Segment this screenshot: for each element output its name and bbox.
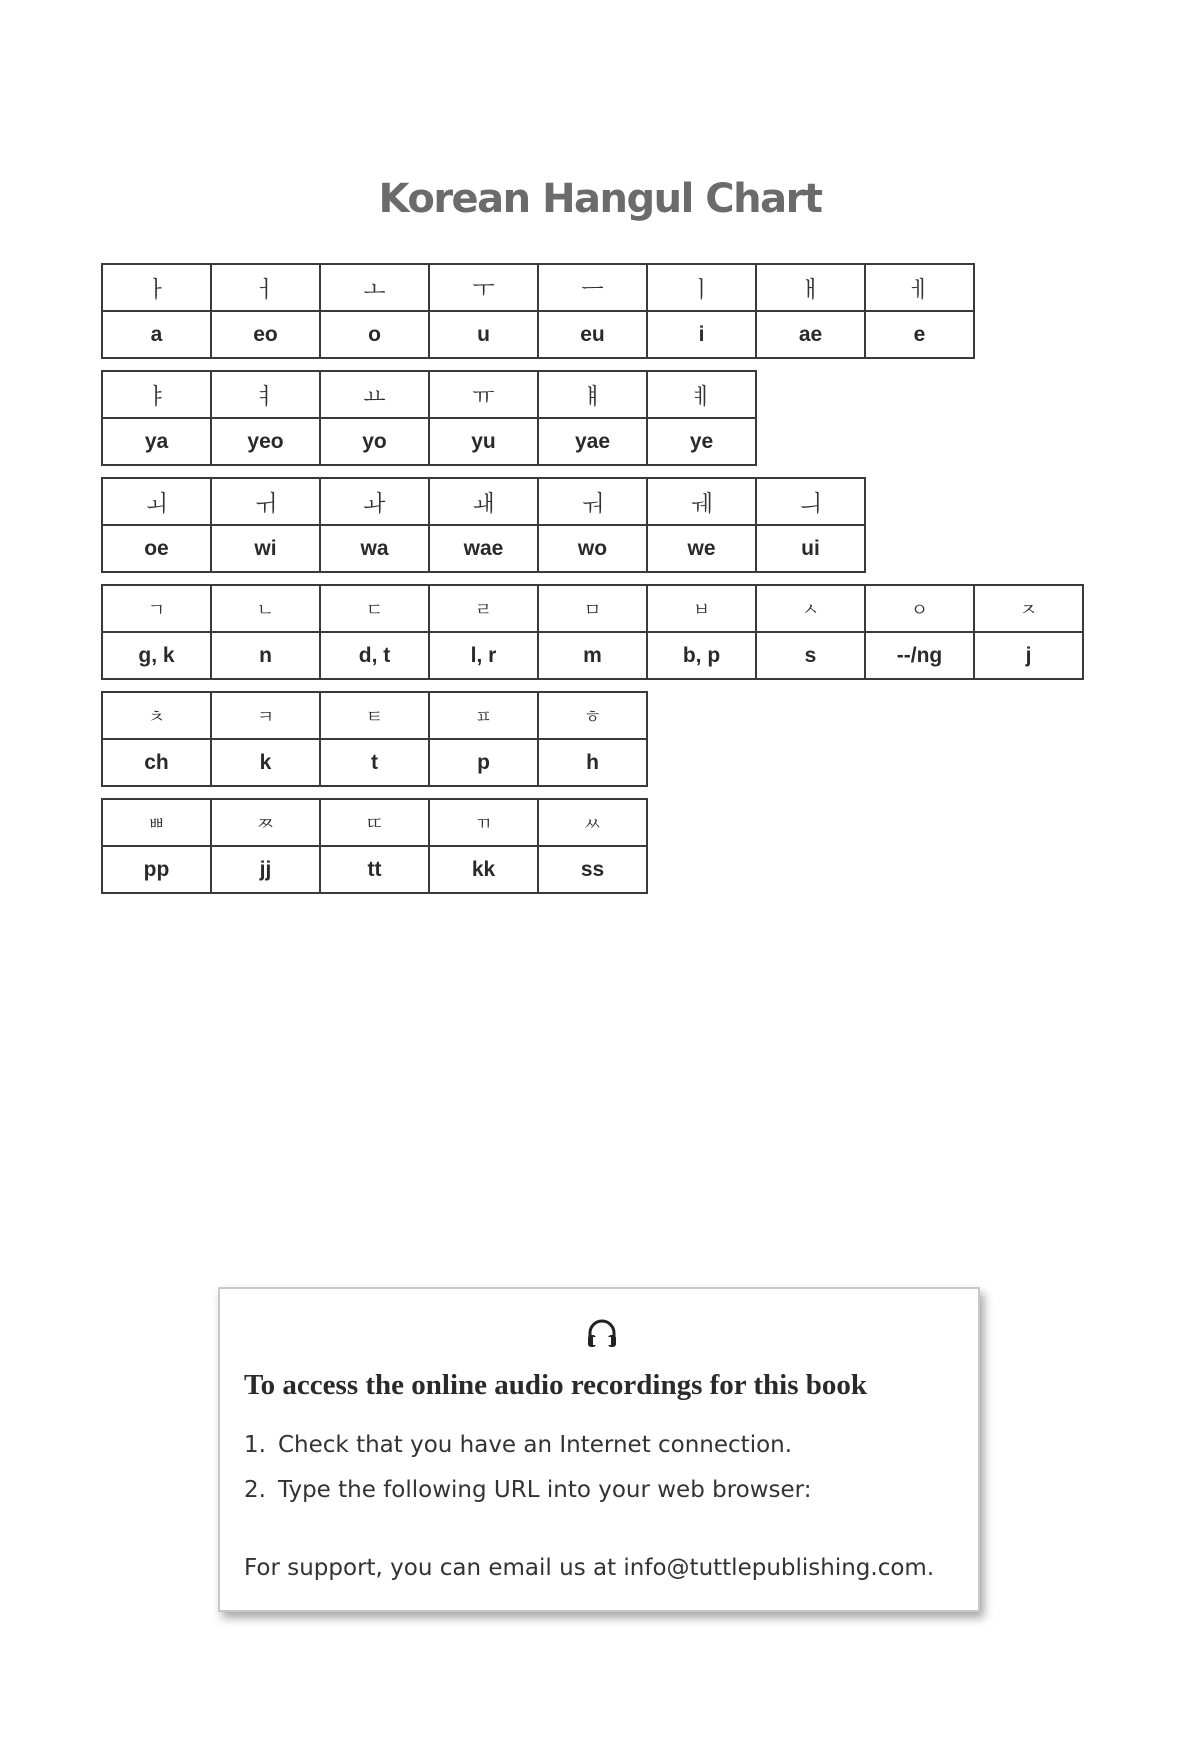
romanization: wo (538, 525, 647, 572)
romanization: eo (211, 311, 320, 358)
hangul-glyph: ㅁ (538, 585, 647, 632)
romanization: ch (102, 739, 211, 786)
romanization-row (102, 525, 865, 572)
romanization: l, r (429, 632, 538, 679)
romanization: wi (211, 525, 320, 572)
chart-row-basic-consonants (101, 584, 1084, 680)
glyph-row (102, 478, 865, 525)
step-number: 2. (244, 1477, 266, 1503)
hangul-glyph: ㅝ (538, 478, 647, 525)
hangul-glyph: ㅈ (974, 585, 1083, 632)
romanization: u (429, 311, 538, 358)
hangul-glyph: ㅏ (102, 264, 211, 311)
hangul-glyph: ㄲ (429, 799, 538, 846)
glyph-row (102, 371, 756, 418)
hangul-glyph: ㅔ (865, 264, 974, 311)
romanization: ae (756, 311, 865, 358)
glyph-row (102, 692, 647, 739)
hangul-glyph: ㅞ (647, 478, 756, 525)
hangul-glyph: ㄷ (320, 585, 429, 632)
romanization: ye (647, 418, 756, 465)
romanization: p (429, 739, 538, 786)
hangul-glyph: ㅆ (538, 799, 647, 846)
instruction-list (244, 1423, 811, 1513)
hangul-glyph: ㅊ (102, 692, 211, 739)
romanization: i (647, 311, 756, 358)
hangul-glyph: ㄹ (429, 585, 538, 632)
romanization: eu (538, 311, 647, 358)
hangul-glyph: ㅋ (211, 692, 320, 739)
chart-row-tense-consonants (101, 798, 648, 894)
hangul-glyph: ㄱ (102, 585, 211, 632)
romanization-row (102, 632, 1083, 679)
glyph-row (102, 799, 647, 846)
hangul-glyph: ㅗ (320, 264, 429, 311)
romanization: yeo (211, 418, 320, 465)
romanization: yo (320, 418, 429, 465)
hangul-glyph: ㅇ (865, 585, 974, 632)
step-number: 1. (244, 1432, 266, 1458)
romanization: ui (756, 525, 865, 572)
hangul-glyph: ㅍ (429, 692, 538, 739)
romanization: a (102, 311, 211, 358)
romanization: --/ng (865, 632, 974, 679)
romanization: d, t (320, 632, 429, 679)
hangul-glyph: ㅐ (756, 264, 865, 311)
hangul-glyph: ㄸ (320, 799, 429, 846)
hangul-glyph: ㅠ (429, 371, 538, 418)
hangul-glyph: ㅟ (211, 478, 320, 525)
romanization: jj (211, 846, 320, 893)
romanization: pp (102, 846, 211, 893)
hangul-glyph: ㅂ (647, 585, 756, 632)
page-title: Korean Hangul Chart (378, 176, 822, 222)
hangul-glyph: ㅉ (211, 799, 320, 846)
instruction-step (244, 1468, 811, 1513)
chart-row-aspirated-consonants (101, 691, 648, 787)
hangul-glyph: ㅚ (102, 478, 211, 525)
hangul-glyph: ㅅ (756, 585, 865, 632)
romanization: s (756, 632, 865, 679)
romanization-row (102, 846, 647, 893)
glyph-row (102, 264, 974, 311)
romanization: g, k (102, 632, 211, 679)
romanization: yu (429, 418, 538, 465)
hangul-glyph: ㅖ (647, 371, 756, 418)
hangul-glyph: ㅑ (102, 371, 211, 418)
romanization: j (974, 632, 1083, 679)
hangul-glyph: ㅓ (211, 264, 320, 311)
chart-row-basic-vowels (101, 263, 975, 359)
romanization: m (538, 632, 647, 679)
romanization: k (211, 739, 320, 786)
romanization: kk (429, 846, 538, 893)
romanization: ss (538, 846, 647, 893)
romanization: wa (320, 525, 429, 572)
romanization-row (102, 311, 974, 358)
romanization: t (320, 739, 429, 786)
instruction-step (244, 1423, 811, 1468)
support-text: For support, you can email us at info@tuttlepublishing.com. (244, 1555, 935, 1581)
romanization: b, p (647, 632, 756, 679)
hangul-glyph: ㅌ (320, 692, 429, 739)
romanization-row (102, 739, 647, 786)
romanization: yae (538, 418, 647, 465)
romanization: o (320, 311, 429, 358)
audio-heading: To access the online audio recordings for this book (244, 1369, 868, 1401)
hangul-glyph: ㅒ (538, 371, 647, 418)
hangul-glyph: ㅢ (756, 478, 865, 525)
hangul-glyph: ㅎ (538, 692, 647, 739)
chart-row-compound-vowels (101, 477, 866, 573)
romanization: wae (429, 525, 538, 572)
romanization: oe (102, 525, 211, 572)
romanization: n (211, 632, 320, 679)
romanization: e (865, 311, 974, 358)
hangul-chart (101, 263, 1084, 905)
hangul-glyph: ㅣ (647, 264, 756, 311)
hangul-glyph: ㅃ (102, 799, 211, 846)
hangul-glyph: ㅛ (320, 371, 429, 418)
romanization-row (102, 418, 756, 465)
romanization: we (647, 525, 756, 572)
hangul-glyph: ㅜ (429, 264, 538, 311)
hangul-glyph: ㅡ (538, 264, 647, 311)
hangul-glyph: ㅙ (429, 478, 538, 525)
hangul-glyph: ㅘ (320, 478, 429, 525)
audio-access-box (218, 1287, 980, 1612)
hangul-glyph: ㅕ (211, 371, 320, 418)
romanization: ya (102, 418, 211, 465)
step-text: Check that you have an Internet connection. (278, 1432, 793, 1458)
step-text: Type the following URL into your web browser: (278, 1477, 812, 1503)
glyph-row (102, 585, 1083, 632)
headphones-icon (585, 1316, 619, 1350)
chart-row-y-vowels (101, 370, 757, 466)
romanization: h (538, 739, 647, 786)
hangul-glyph: ㄴ (211, 585, 320, 632)
romanization: tt (320, 846, 429, 893)
